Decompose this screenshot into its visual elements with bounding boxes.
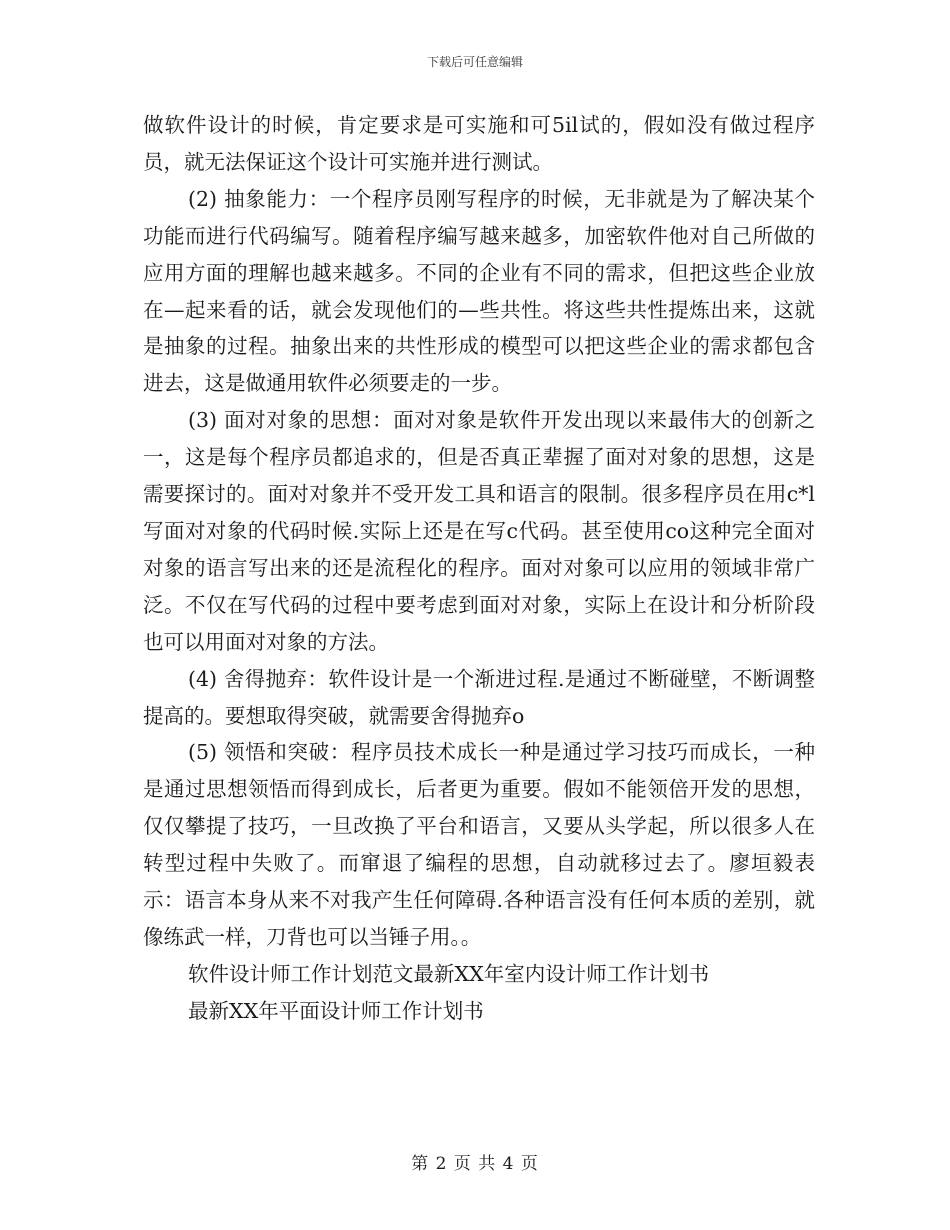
page-header-note: 下载后可任意编辑 (426, 55, 523, 69)
related-link-2[interactable]: 最新XX年平面设计师工作计划书 (188, 998, 484, 1023)
paragraph-abstraction: (2) 抽象能力：一个程序员刚写程序的时候，无非就是为了解决某个功能而进行代码编写。随着程序编写越来越多，加密软件他对自己所做的应用方面的理解也越来越多。不同的企业有不同的需求，但把这些企业放在—起来看的话，就会发现他们的—些共性。将这些共性提炼出来，这就是抽象的过程。抽象出来的共性形成的模型可以把这些企业的需求都包含进去，这是做通用软件必须要走的一步。 (143, 186, 815, 396)
paragraph-object-oriented: (3) 面对对象的思想：面对对象是软件开发出现以来最伟大的创新之一，这是每个程序员都追求的，但是否真正辈握了面对对象的思想，这是需要探讨的。面对对象并不受开发工具和语言的限制。很多程序员在用c*l写面对对象的代码时候.实际上还是在写c代码。甚至使用co这种完全面对对象的语言写出来的还是流程化的程序。面对对象可以应用的领域非常广泛。不仅在写代码的过程中要考虑到面对对象，实际上在设计和分析阶段也可以用面对对象的方法。 (143, 408, 815, 654)
document-body (143, 107, 815, 1030)
paragraph-insight: (5) 领悟和突破：程序员技术成长一种是通过学习技巧而成长，一种是通过思想领悟而得到成长，后者更为重要。假如不能领倍开发的思想，仅仅攀提了技巧，一旦改换了平台和语言，又要从头学起，所以很多人在转型过程中失败了。而窜退了编程的思想，自动就移过去了。廖垣毅表示：语言本身从来不对我产生任何障碍.各种语言没有任何本质的差别，就像练武一样，刀背也可以当锤子用。。 (143, 740, 815, 949)
paragraph-abandon: (4) 舍得抛弃：软件设计是一个渐进过程.是通过不断碰壁，不断调整提高的。要想取得突破，就需要舍得抛弃o (143, 666, 815, 728)
paragraph-continuation: 做软件设计的时候，肯定要求是可实施和可5il试的，假如没有做过程序员，就无法保证这个设计可实施并进行测试。 (143, 113, 815, 174)
related-link-1[interactable]: 软件设计师工作计划范文最新XX年室内设计师工作计划书 (188, 961, 710, 986)
page-number: 第 2 页 共 4 页 (411, 1154, 539, 1174)
